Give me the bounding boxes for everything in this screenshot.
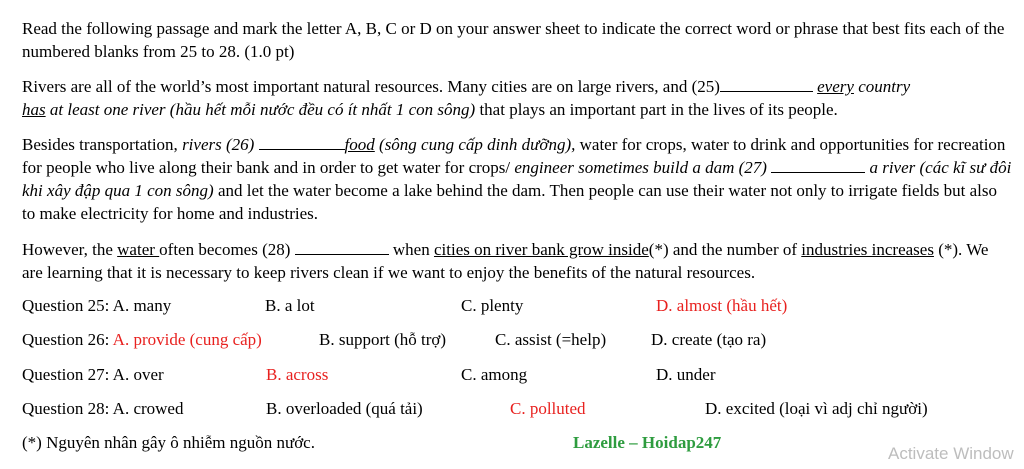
p1-note-country: country bbox=[853, 77, 911, 96]
option-d: D. create (tạo ra) bbox=[651, 330, 767, 349]
p1-note-rest: at least one river (hầu hết mỗi nước đều có ít nhất 1 con sông) bbox=[45, 100, 476, 119]
blank-25 bbox=[720, 75, 813, 92]
question-25 bbox=[22, 294, 1012, 318]
paragraph-3 bbox=[22, 238, 1012, 284]
option-d: D. under bbox=[656, 365, 716, 384]
option-a: A. crowed bbox=[112, 399, 184, 418]
option-b-answer: B. across bbox=[266, 365, 329, 384]
p3-water: water bbox=[117, 240, 160, 259]
author-credit: Lazelle – Hoidap247 bbox=[573, 433, 722, 452]
p1-text-1: Rivers are all of the world’s most important natural resources. Many cities are on large rivers, and (25) bbox=[22, 77, 720, 96]
p2-engineer-27: engineer sometimes build a dam (27) bbox=[514, 158, 767, 177]
option-a-answer: A. provide (cung cấp) bbox=[112, 330, 262, 349]
blank-26 bbox=[259, 133, 345, 150]
p3-text-1: However, the bbox=[22, 240, 118, 259]
p2-text-1: Besides transportation, bbox=[22, 135, 183, 154]
option-c: C. among bbox=[461, 365, 528, 384]
option-d-answer: D. almost (hầu hết) bbox=[656, 296, 788, 315]
p3-text-3: when bbox=[388, 240, 434, 259]
option-a: A. many bbox=[112, 296, 172, 315]
p3-text-5: (*). We are learning that it is necessary to keep rivers clean if we want to enjoy the benefits of the natural resources. bbox=[22, 240, 989, 282]
paragraph-2 bbox=[22, 133, 1012, 225]
option-b: B. support (hỗ trợ) bbox=[319, 330, 447, 349]
question-label: Question 27: bbox=[22, 365, 113, 384]
p2-river-note: a river (các kĩ sư đôi khi xây đập qua 1 con sông) bbox=[22, 158, 1012, 200]
activation-watermark: Activate Window bbox=[888, 444, 1014, 463]
question-label: Question 28: bbox=[22, 399, 113, 418]
question-28 bbox=[22, 397, 1012, 421]
option-b: B. overloaded (quá tải) bbox=[266, 399, 423, 418]
option-c-answer: C. polluted bbox=[510, 399, 586, 418]
p2-food-note: (sông cung cấp dinh dưỡng), bbox=[374, 135, 576, 154]
p3-text-4: (*) and the number of bbox=[648, 240, 802, 259]
question-label: Question 26: bbox=[22, 330, 113, 349]
p2-rivers-26: rivers (26) bbox=[182, 135, 255, 154]
blank-28 bbox=[295, 238, 389, 255]
p2-text-2: water for crops, water to drink and opportunities for recreation for people who live along their bank and in order to get water for crops/ bbox=[22, 135, 1006, 177]
option-c: C. assist (=help) bbox=[495, 330, 607, 349]
option-b: B. a lot bbox=[265, 296, 315, 315]
question-27 bbox=[22, 363, 1012, 387]
blank-27 bbox=[771, 156, 865, 173]
p3-industries: industries increases bbox=[801, 240, 934, 259]
question-26 bbox=[22, 328, 1012, 352]
p1-note-has: has bbox=[22, 100, 46, 119]
paragraph-1 bbox=[22, 75, 1012, 121]
footnote: (*) Nguyên nhân gây ô nhiễm nguồn nước. bbox=[22, 433, 315, 452]
question-label: Question 25: bbox=[22, 296, 113, 315]
option-d: D. excited (loại vì adj chỉ người) bbox=[705, 399, 928, 418]
p3-text-2: often becomes (28) bbox=[159, 240, 295, 259]
p3-cities: cities on river bank grow inside bbox=[433, 240, 649, 259]
instructions: Read the following passage and mark the letter A, B, C or D on your answer sheet to indicate the correct word or phrase that best fits each of the numbered blanks from 25 to 28. (1.0 pt) bbox=[22, 19, 1005, 61]
p1-note-every: every bbox=[817, 77, 854, 96]
p1-text-2: that plays an important part in the lives of its people. bbox=[475, 100, 838, 119]
p2-food: food bbox=[344, 135, 375, 154]
option-c: C. plenty bbox=[461, 296, 524, 315]
p2-text-3: and let the water become a lake behind the dam. Then people can use their water not only to irrigate fields but also to make electricity for home and industries. bbox=[22, 181, 997, 223]
option-a: A. over bbox=[112, 365, 164, 384]
